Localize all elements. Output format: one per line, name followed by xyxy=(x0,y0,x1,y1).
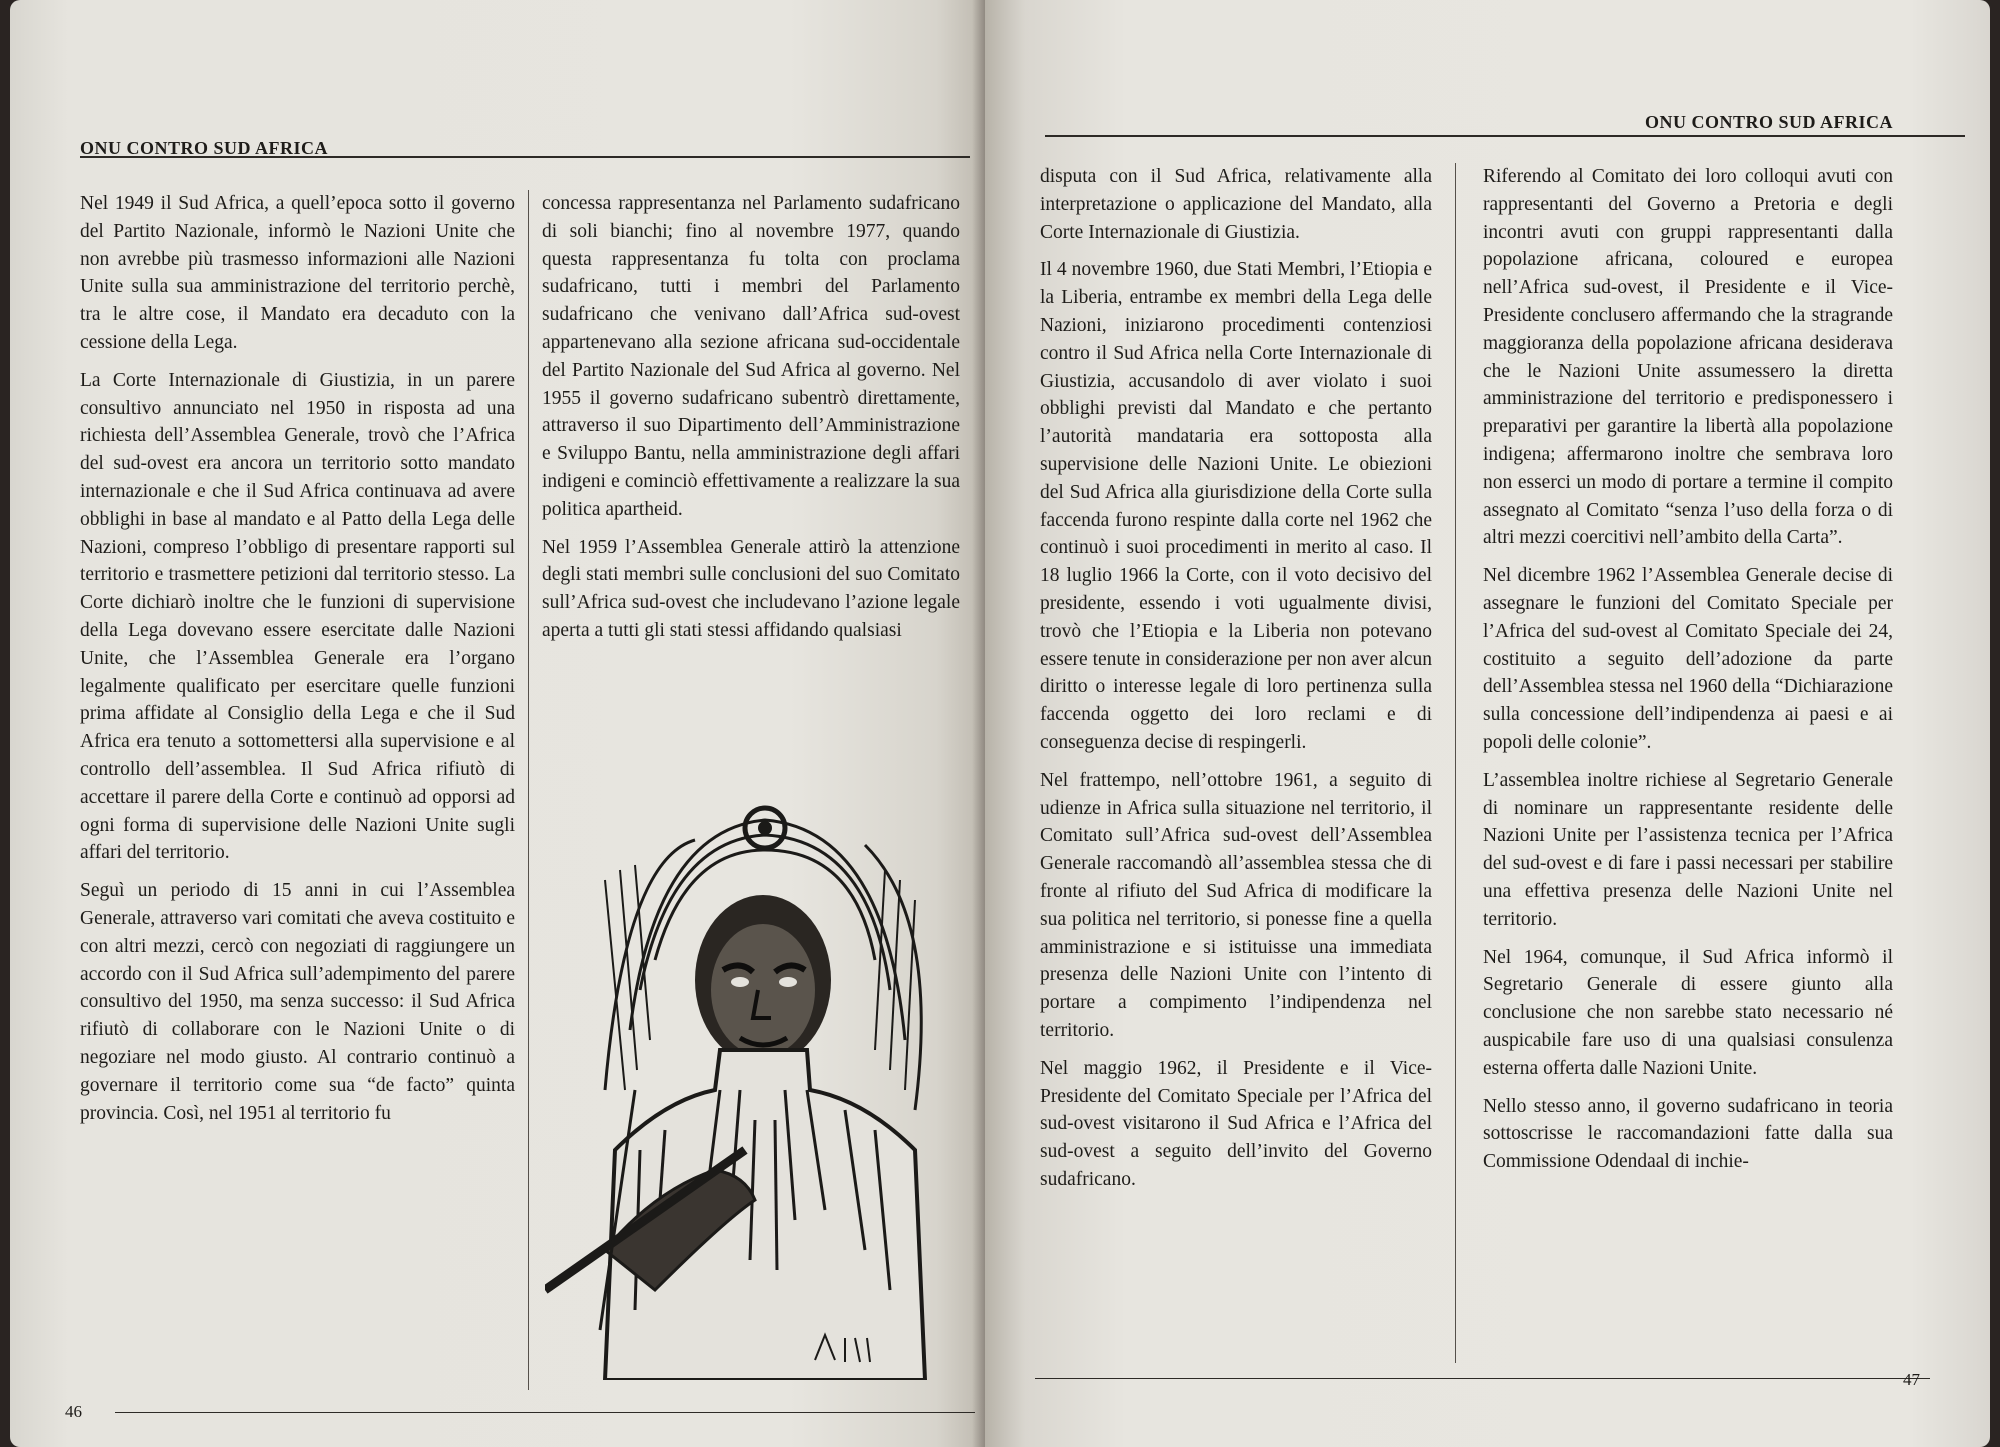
right-footer-rule xyxy=(1035,1378,1930,1379)
left-page-number: 46 xyxy=(65,1402,82,1421)
paragraph: Nel 1959 l’Assemblea Generale attirò la attenzione degli stati membri sulle conclusioni del suo Comitato sull’Africa sud-ovest che includevano l’azione legale aperta a tutti gli stati stessi affidando qualsiasi xyxy=(542,536,960,641)
right-header-rule xyxy=(1045,135,1965,137)
right-running-head: ONU CONTRO SUD AFRICA xyxy=(1645,112,1894,132)
woodcut-illustration xyxy=(545,790,945,1380)
left-header-rule xyxy=(80,156,970,158)
paragraph: concessa rappresentanza nel Parlamento sudafricano di soli bianchi; fino al novembre 1977, quando questa rappresentanza fu tolta con proclama sudafricano, tutti i membri del Parlamento sudafricano che venivano dall’Africa sud-ovest appartenevano alla sezione africana sud-occidentale del Partito Nazionale del Sud Africa al governo. Nel 1955 il governo sudafricano subentrò direttamente, attraverso il suo Dipartimento dell’Amministrazione e Sviluppo Bantu, nella amministrazione degli affari indigeni e cominciò effettivamente a realizzare la sua politica apartheid. xyxy=(542,193,960,520)
left-column-1 xyxy=(80,190,515,1137)
paragraph: Nel frattempo, nell’ottobre 1961, a seguito di udienze in Africa sulla situazione nel territorio, il Comitato sull’Africa sud-ovest dell’Assemblea Generale raccomandò all’assemblea stessa che di fronte al rifiuto del Sud Africa di modificare la sua politica nel territorio, si ponesse fine a quella amministrazione e si istituisse una immediata presenza delle Nazioni Unite con l’intento di portare a compimento l’indipendenza nel territorio. xyxy=(1040,769,1432,1041)
right-column-2 xyxy=(1483,163,1893,1186)
paragraph: disputa con il Sud Africa, relativamente alla interpretazione o applicazione del Mandato, alla Corte Internazionale di Giustizia. xyxy=(1040,166,1432,243)
paragraph: Nello stesso anno, il governo sudafricano in teoria sottoscrisse le raccomandazioni fatte dalla sua Commissione Odendaal di inchie- xyxy=(1483,1095,1893,1173)
paragraph: L’assemblea inoltre richiese al Segretario Generale di nominare un rappresentante residente delle Nazioni Unite per l’assistenza tecnica per l’Africa del sud-ovest e di fare i passi necessari per stabilire una effettiva presenza delle Nazioni Unite nel territorio. xyxy=(1483,769,1893,930)
right-page-number: 47 xyxy=(1903,1370,1920,1389)
paragraph: Nel 1964, comunque, il Sud Africa informò il Segretario Generale di essere giunto alla conclusione che non sarebbe stato necessario né auspicabile fare uso di una qualsiasi consulenza esterna offerta dalle Nazioni Unite. xyxy=(1483,946,1893,1079)
paragraph: Seguì un periodo di 15 anni in cui l’Assemblea Generale, attraverso vari comitati che aveva costituito e con altri mezzi, cercò con negoziati di raggiungere un accordo con il Sud Africa sull’adempimento del parere consultivo del 1950, ma senza successo: il Sud Africa rifiutò di collaborare con le Nazioni Unite o di negoziare nel modo giusto. Al contrario continuò a governare il territorio come sua “de facto” quinta provincia. Così, nel 1951 al territorio fu xyxy=(80,880,515,1124)
paragraph: Nel maggio 1962, il Presidente e il Vice-Presidente del Comitato Speciale per l’Africa del sud-ovest visitarono il Sud Africa e l’Africa del sud-ovest a seguito dell’invito del Governo sudafricano. xyxy=(1040,1057,1432,1190)
left-footer-rule xyxy=(115,1412,975,1413)
paragraph: La Corte Internazionale di Giustizia, in un parere consultivo annunciato nel 1950 in risposta ad una richiesta dell’Assemblea Generale, trovò che l’Africa del sud-ovest era ancora un territorio sotto mandato internazionale e che il Sud Africa continuava ad avere obblighi in base al mandato e al Patto della Lega delle Nazioni, compreso l’obbligo di presentare rapporti sul territorio e trasmettere petizioni dal territorio stesso. La Corte dichiarò inoltre che le funzioni di supervisione della Lega dovevano essere esercitate dalle Nazioni Unite, che l’Assemblea Generale era l’organo legalmente qualificato per esercitare quelle funzioni prima affidate al Consiglio della Lega e che il Sud Africa era tenuto a sottomettersi alla supervisione e al controllo dell’assemblea. Il Sud Africa rifiutò di accettare il parere della Corte e continuò ad opporsi ad ogni forma di supervisione delle Nazioni Unite sugli affari del territorio. xyxy=(80,369,515,864)
right-column-1 xyxy=(1040,163,1432,1204)
paragraph: Il 4 novembre 1960, due Stati Membri, l’Etiopia e la Liberia, entrambe ex membri della Lega delle Nazioni, iniziarono procedimenti contenziosi contro il Sud Africa nella Corte Internazionale di Giustizia, accusandolo di aver violato i suoi obblighi previsti dal Mandato e che pertanto l’autorità mandataria era sottoposta alla supervisione delle Nazioni Unite. Le obiezioni del Sud Africa alla giurisdizione della Corte sulla faccenda furono respinte dalla corte nel 1962 che continuò i suoi procedimenti in merito al caso. Il 18 luglio 1966 la Corte, con il voto decisivo del presidente, essendo i voti ugualmente divisi, trovò che l’Etiopia e la Liberia non potevano essere tenute in considerazione per non aver alcun diritto o interesse legale di loro pertinenza sulla faccenda oggetto dei loro reclami e di conseguenza decise di respingerli. xyxy=(1040,259,1432,753)
right-page xyxy=(985,0,1990,1447)
left-column-2 xyxy=(542,190,960,655)
left-page xyxy=(10,0,985,1447)
paragraph: Nel 1949 il Sud Africa, a quell’epoca sotto il governo del Partito Nazionale, informò le Nazioni Unite che non avrebbe più trasmesso informazioni alle Nazioni Unite sulla sua amministrazione del territorio perchè, tra le altre cose, il Mandato era decaduto con la cessione della Lega. xyxy=(80,193,515,353)
right-column-divider xyxy=(1455,163,1456,1363)
paragraph: Riferendo al Comitato dei loro colloqui avuti con rappresentanti del Governo a Pretoria e degli incontri avuti con gruppi rappresentanti dalla popolazione africana, coloured e europea nell’Africa sud-ovest, il Presidente e il Vice-Presidente conclusero affermando che la stragrande maggioranza della popolazione africana desiderava che le Nazioni Unite assumessero la diretta amministrazione del territorio e predisponessero i preparativi per garantire la libertà alla popolazione indigena; affermarono inoltre che sembrava loro non esserci un modo di portare a termine il compito assegnato al Comitato “senza l’uso della forza o di altri mezzi coercitivi nell’ambito della Carta”. xyxy=(1483,166,1893,549)
portrait-drawing-icon xyxy=(545,790,945,1380)
left-column-divider xyxy=(528,190,529,1390)
paragraph: Nel dicembre 1962 l’Assemblea Generale decise di assegnare le funzioni del Comitato Speciale per l’Africa del sud-ovest al Comitato Speciale dei 24, costituito a seguito dell’adozione da parte dell’Assemblea stessa nel 1960 della “Dichiarazione sulla concessione dell’indipendenza ai paesi e ai popoli delle colonie”. xyxy=(1483,565,1893,753)
left-running-head: ONU CONTRO SUD AFRICA xyxy=(80,138,329,158)
